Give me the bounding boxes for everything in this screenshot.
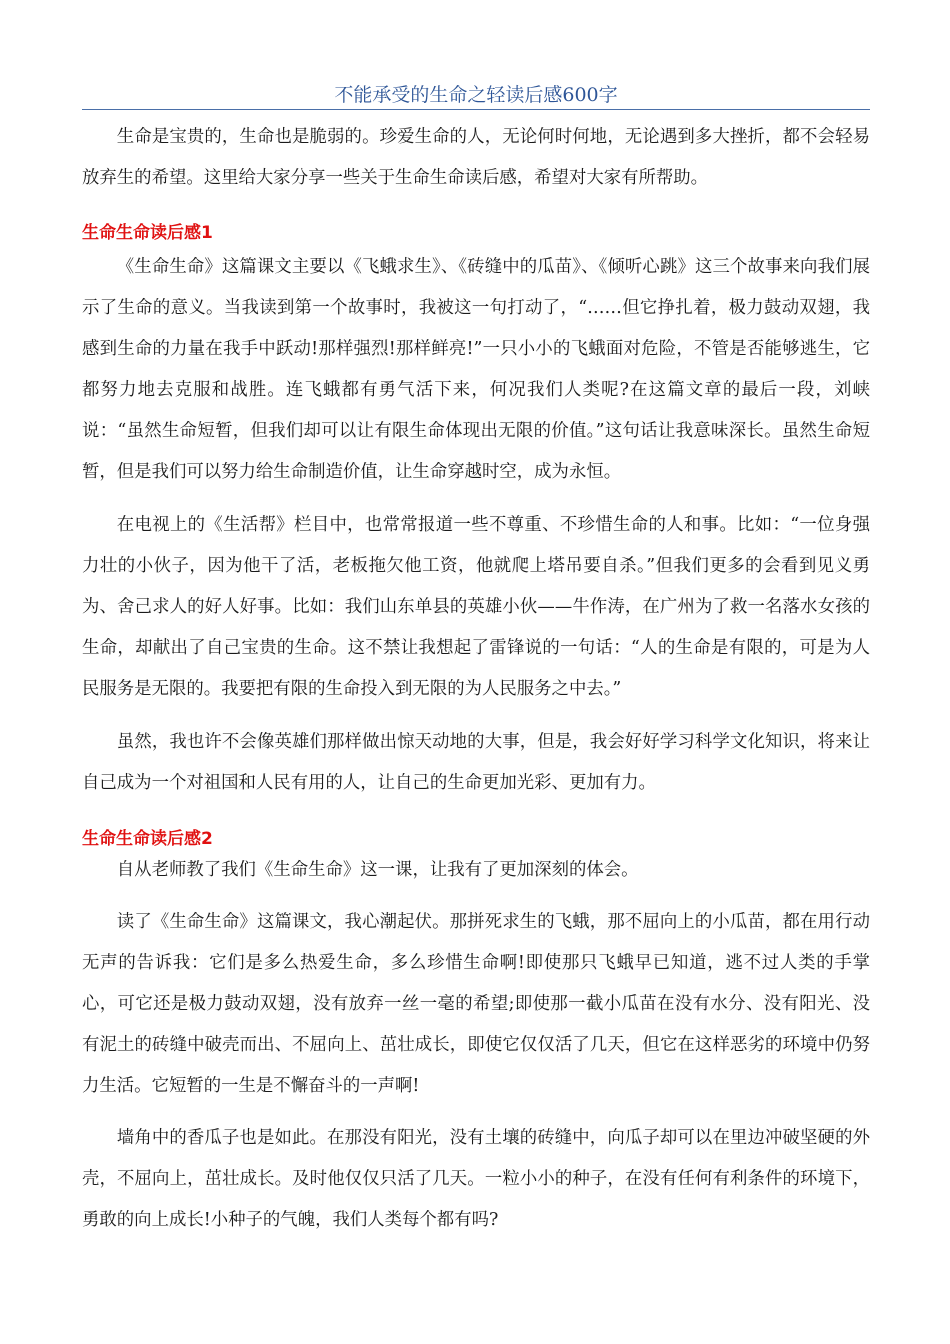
section-2-heading: 生命生命读后感2 [82, 829, 213, 849]
section-1-heading: 生命生命读后感1 [82, 223, 213, 243]
intro-paragraph: 生命是宝贵的，生命也是脆弱的。珍爱生命的人，无论何时何地，无论遇到多大挫折，都不会轻易放弃生的希望。这里给大家分享一些关于生命生命读后感，希望对大家有所帮助。 [82, 127, 870, 188]
section-2-paragraph-2: 读了《生命生命》这篇课文，我心潮起伏。那拼死求生的飞蛾，那不屈向上的小瓜苗，都在用行动无声的告诉我：它们是多么热爱生命，多么珍惜生命啊!即使那只飞蛾早已知道，逃不过人类的手掌心，可它还是极力鼓动双翅，没有放弃一丝一毫的希望;即使那一截小瓜苗在没有水分、没有阳光、没有泥土的砖缝中破壳而出、不屈向上、茁壮成长，即使它仅仅活了几天，但它在这样恶劣的环境中仍努力生活。它短暂的一生是不懈奋斗的一声啊! [82, 912, 870, 1096]
section-1-paragraph-2: 在电视上的《生活帮》栏目中，也常常报道一些不尊重、不珍惜生命的人和事。比如：“一位身强力壮的小伙子，因为他干了活，老板拖欠他工资，他就爬上塔吊要自杀。”但我们更多的会看到见义勇为、舍己求人的好人好事。比如：我们山东单县的英雄小伙——牛作涛，在广州为了救一名落水女孩的生命，却献出了自己宝贵的生命。这不禁让我想起了雷锋说的一句话：“人的生命是有限的，可是为人民服务是无限的。我要把有限的生命投入到无限的为人民服务之中去。” [82, 515, 870, 699]
section-1-paragraph-3: 虽然，我也许不会像英雄们那样做出惊天动地的大事，但是，我会好好学习科学文化知识，将来让自己成为一个对祖国和人民有用的人，让自己的生命更加光彩、更加有力。 [82, 732, 870, 793]
title-underline [82, 109, 870, 110]
section-1-paragraph-1: 《生命生命》这篇课文主要以《飞蛾求生》、《砖缝中的瓜苗》、《倾听心跳》这三个故事来向我们展示了生命的意义。当我读到第一个故事时，我被这一句打动了，“……但它挣扎着，极力鼓动双翅，我感到生命的力量在我手中跃动!那样强烈!那样鲜亮!”一只小小的飞蛾面对危险，不管是否能够逃生，它都努力地去克服和战胜。连飞蛾都有勇气活下来，何况我们人类呢?在这篇文章的最后一段，刘峡说：“虽然生命短暂，但我们却可以让有限生命体现出无限的价值。”这句话让我意味深长。虽然生命短暂，但是我们可以努力给生命制造价值，让生命穿越时空，成为永恒。 [82, 257, 870, 482]
section-2-paragraph-1: 自从老师教了我们《生命生命》这一课，让我有了更加深刻的体会。 [116, 860, 639, 880]
section-2-paragraph-3: 墙角中的香瓜子也是如此。在那没有阳光，没有土壤的砖缝中，向瓜子却可以在里边冲破坚硬的外壳，不屈向上，茁壮成长。及时他仅仅只活了几天。一粒小小的种子，在没有任何有利条件的环境下，勇敢的向上成长!小种子的气魄，我们人类每个都有吗? [82, 1128, 870, 1230]
document-title: 不能承受的生命之轻读后感600字 [334, 84, 618, 106]
